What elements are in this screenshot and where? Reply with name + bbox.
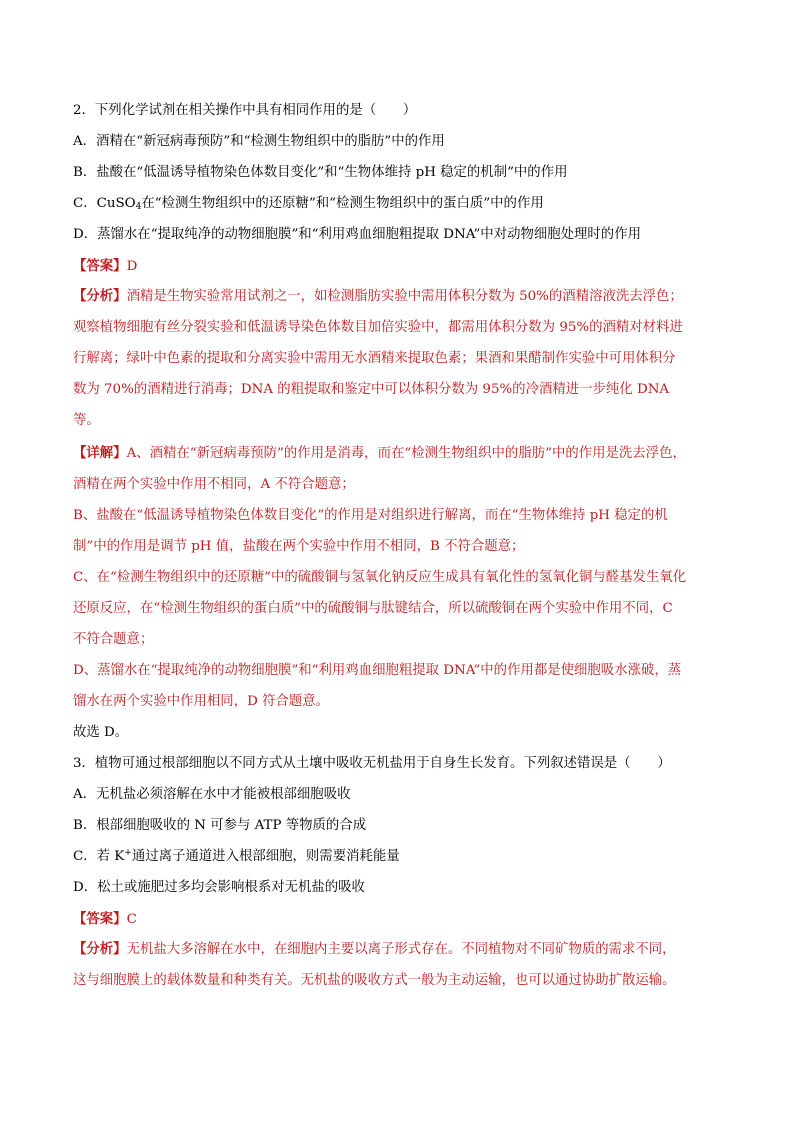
question-2-detail-d: D、蒸馏水在“提取纯净的动物细胞膜”和“利用鸡血细胞粗提取 DNA”中的作用都是使细胞吸水涨破，蒸馏水在两个实验中作用相同，D 符合题意。 [73,663,682,709]
question-2-option-d: D．蒸馏水在“提取纯净的动物细胞膜”和“利用鸡血细胞粗提取 DNA”中对动物细胞处理时的作用 [73,227,641,242]
option-c-prefix: C．CuSO [73,196,136,211]
option-c-prefix: C．若 K [73,849,125,864]
question-2-detail-a [73,438,687,500]
detail-tag: 【详解】 [73,445,127,461]
question-2-stem: 2．下列化学试剂在相关操作中具有相同作用的是（ ） [73,103,417,118]
question-3-analysis [73,934,687,996]
question-2-conclusion: 故选 D。 [73,725,129,740]
question-3-option-d: D．松土或施肥过多均会影响根系对无机盐的吸收 [73,880,365,895]
subscript: 4 [135,202,142,212]
question-2-option-c [73,194,723,214]
question-3-option-a: A．无机盐必须溶解在水中才能被根部细胞吸收 [73,787,351,802]
question-3-option-b: B．根部细胞吸收的 N 可参与 ATP 等物质的合成 [73,818,367,833]
question-2-detail-b: B、盐酸在“低温诱导植物染色体数目变化”的作用是对组织进行解离，而在“生物体维持 pH 稳定的机制”中的作用是调节 pH 值，盐酸在两个实验中作用不相同，B 不符合题意； [73,508,668,554]
analysis-text: 酒精是生物实验常用试剂之一，如检测脂肪实验中需用体积分数为 50%的酒精溶液洗去浮色；观察植物细胞有丝分裂实验和低温诱导染色体数目加倍实验中，都需用体积分数为 95%的酒精对材料进行解离；绿叶中色素的提取和分离实验中需用无水酒精来提取色素；果酒和果醋制作实验中可用体积分数为 70%的酒精进行消毒；DNA 的粗提取和鉴定中可以体积分数为 95%的冷酒精进一步纯化 DNA 等。 [73,289,683,428]
question-3-option-c [73,847,723,867]
question-3-stem: 3．植物可通过根部细胞以不同方式从土壤中吸收无机盐用于自身生长发育。下列叙述错误是（ ） [73,756,671,771]
analysis-tag: 【分析】 [73,288,127,304]
question-2-analysis [73,281,687,436]
option-c-suffix: 通过离子通道进入根部细胞，则需要消耗能量 [131,849,400,864]
answer-tag: 【答案】 [73,911,127,927]
detail-a-text: A、酒精在“新冠病毒预防”的作用是消毒，而在“检测生物组织中的脂肪”中的作用是洗去浮色，酒精在两个实验中作用不相同，A 不符合题意； [73,446,686,492]
option-c-suffix: 在“检测生物组织中的还原糖”和“检测生物组织中的蛋白质”中的作用 [141,196,544,211]
answer-value: C [126,912,137,927]
analysis-text: 无机盐大多溶解在水中，在细胞内主要以离子形式存在。不同植物对不同矿物质的需求不同，这与细胞膜上的载体数量和种类有关。无机盐的吸收方式一般为主动运输，也可以通过协助扩散运输。 [73,942,676,988]
question-3-answer [73,909,723,930]
answer-tag: 【答案】 [73,258,127,274]
analysis-tag: 【分析】 [73,941,127,957]
question-2-detail-c: C、在“检测生物组织中的还原糖”中的硫酸铜与氢氧化钠反应生成具有氧化性的氢氧化铜与醛基发生氧化还原反应，在“检测生物组织的蛋白质”中的硫酸铜与肽键结合，所以硫酸铜在两个实验中作用不同，C 不符合题意； [73,570,687,647]
question-2-answer [73,256,723,277]
superscript: + [124,848,132,858]
answer-value: D [126,259,138,274]
question-2-option-a: A．酒精在“新冠病毒预防”和“检测生物组织中的脂肪”中的作用 [73,134,445,149]
question-2-option-b: B．盐酸在“低温诱导植物染色体数目变化”和“生物体维持 pH 稳定的机制”中的作用 [73,165,568,180]
